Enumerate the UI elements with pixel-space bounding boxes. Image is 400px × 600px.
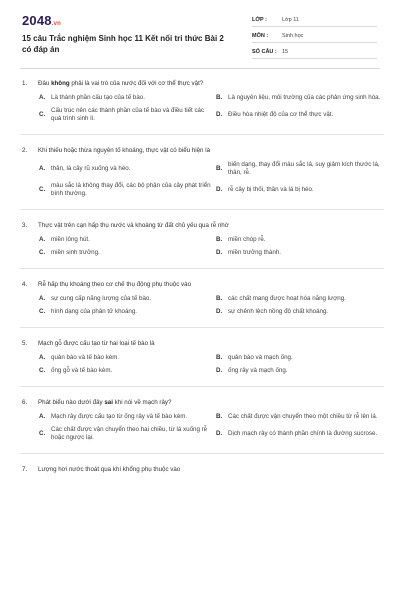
site-logo[interactable] [22,13,61,28]
answer-option[interactable] [216,107,394,123]
question-divider [20,327,384,328]
option-text: hình dạng của phân tử khoáng. [51,308,138,315]
option-letter: D. [216,308,223,315]
question-text [38,79,382,88]
logo-tld: .vn [51,21,62,27]
meta-value: 15 [282,49,289,55]
question-stem [22,465,382,474]
answer-options [39,413,382,442]
option-letter: D. [216,430,223,437]
question-item [22,221,382,257]
question-text-part: Rễ hấp thụ khoáng theo cơ chế thụ động phụ thuộc vào [38,281,192,288]
question-stem [22,280,382,289]
option-text: Điều hòa nhiệt độ của cơ thể thực vật. [228,111,334,118]
option-letter: B. [216,94,223,101]
option-text: Các chất được vận chuyển theo hai chiều, từ lá xuống rễ hoặc ngược lại. [51,426,208,441]
question-text [38,398,382,407]
option-text: Các chất được vận chuyển theo một chiều từ rễ lên lá. [228,413,378,420]
option-text: sự cung cấp năng lượng của tế bào. [51,295,152,302]
meta-value: Lớp 11 [282,17,299,23]
question-text [38,221,382,230]
option-text: Cấu trúc nên các thành phần của tế bào và điều tiết các quá trình sinh lí. [51,107,205,122]
answer-option[interactable] [216,182,394,198]
question-text [38,339,382,348]
question-stem [22,339,382,348]
answer-option[interactable] [216,426,394,442]
option-letter: B. [216,165,223,172]
answer-option[interactable] [39,107,216,123]
question-text [38,146,382,155]
answer-option[interactable] [216,161,394,177]
question-text [38,465,382,474]
answer-option[interactable] [216,94,394,102]
answer-option[interactable] [216,249,394,257]
option-text: miền chóp rễ. [228,236,266,243]
option-text: quản bào và tế bào kèm. [51,354,120,361]
meta-value: Sinh học [282,33,304,39]
option-text: Mạch rây được cấu tạo từ ống rây và tế bào kèm. [51,413,188,420]
question-item [22,79,382,123]
answer-option[interactable] [216,236,394,244]
question-text-part: Khi thiếu hoặc thừa nguyên tố khoáng, thực vật có biểu hiện là [38,147,211,154]
answer-options [39,295,382,316]
question-item [22,146,382,198]
question-item [22,339,382,375]
option-text: Là thành phần cấu tạo của tế bào. [51,94,145,101]
option-letter: A. [39,94,46,101]
question-number: 3. [22,222,28,229]
option-letter: A. [39,413,46,420]
question-divider [20,453,384,454]
question-number: 1. [22,80,28,87]
question-text-part: khi nói về mạch rây? [112,399,172,406]
question-text-part: Thực vật trên cạn hấp thụ nước và khoáng từ đất chủ yếu qua rễ nhờ [38,222,229,229]
option-text: quản bào và mạch ống. [228,354,293,361]
option-letter: D. [216,367,223,374]
question-text-part: Mạch gỗ được cấu tạo từ hai loại tế bào là [38,340,155,347]
question-stem [22,221,382,230]
option-text: sự chênh lệch nồng độ chất khoáng. [228,308,329,315]
answer-option[interactable] [216,413,394,421]
question-divider [20,268,384,269]
question-item [22,398,382,442]
question-number: 5. [22,340,28,347]
answer-option[interactable] [39,182,216,198]
question-number: 7. [22,466,28,473]
option-letter: B. [216,295,223,302]
quiz-meta [252,14,377,62]
meta-row-count [252,46,377,59]
meta-row-class [252,14,377,27]
question-divider [20,209,384,210]
answer-option[interactable] [216,295,394,303]
option-letter: C. [39,367,46,374]
question-text-part: Đâu [38,80,52,87]
option-text: ống rây và mạch ống. [228,367,288,374]
option-letter: C. [39,111,46,118]
option-text: miền trưởng thành. [228,249,281,256]
answer-options [39,354,382,375]
question-divider [20,386,384,387]
answer-option[interactable] [39,94,216,102]
question-text-part: Phát biểu nào dưới đây [38,399,105,406]
answer-option[interactable] [216,308,394,316]
question-number: 2. [22,147,28,154]
question-text-part: phải là vai trò của nước đối với cơ thể thực vật? [69,80,204,87]
option-letter: A. [39,236,46,243]
answer-option[interactable] [39,354,216,362]
option-text: biến dạng, thay đổi màu sắc lá, suy giảm kích thước lá, thân, rễ. [228,161,380,176]
answer-option[interactable] [39,367,216,375]
option-text: màu sắc lá không thay đổi, các bộ phận của cây phát triển bình thường. [51,182,211,197]
answer-options [39,236,382,257]
option-letter: D. [216,111,223,118]
answer-option[interactable] [216,354,394,362]
question-text [38,280,382,289]
answer-option[interactable] [39,249,216,257]
option-text: ống gỗ và tế bào kèm. [51,367,113,374]
answer-option[interactable] [39,413,216,421]
question-number: 4. [22,281,28,288]
question-stem [22,146,382,155]
question-stem [22,79,382,88]
option-letter: A. [39,295,46,302]
option-letter: C. [39,186,46,193]
header-divider [20,68,380,69]
meta-label: LỚP : [252,17,267,23]
answer-option[interactable] [39,295,216,303]
option-text: miền sinh trưởng. [51,249,100,256]
option-text: rễ cây bị thối, thân và lá bị héo. [228,186,314,193]
option-text: các chất mang được hoạt hóa năng lượng. [228,295,346,302]
question-keyword: không [51,80,70,87]
answer-option[interactable] [39,161,216,177]
question-text-part: Lượng hơi nước thoát qua khí khổng phụ thuộc vào [38,466,181,473]
question-divider [20,134,384,135]
question-number: 6. [22,399,28,406]
option-letter: C. [39,430,46,437]
question-item [22,465,382,474]
option-letter: B. [216,236,223,243]
option-letter: C. [39,308,46,315]
option-letter: C. [39,249,46,256]
page-title: 15 câu Trắc nghiệm Sinh học 11 Kết nối tri thức Bài 2 có đáp án [22,34,224,54]
option-letter: D. [216,186,223,193]
answer-option[interactable] [39,426,216,442]
question-keyword: sai [104,399,113,406]
page-header [0,0,400,62]
option-text: Là nguyên liệu, môi trường của các phản ứng sinh hóa. [228,94,381,101]
option-letter: A. [39,354,46,361]
option-letter: B. [216,413,223,420]
answer-option[interactable] [216,367,394,375]
option-letter: A. [39,165,46,172]
answer-options [39,161,382,198]
question-list [22,79,382,474]
option-letter: B. [216,354,223,361]
answer-option[interactable] [39,308,216,316]
meta-row-subject [252,30,377,43]
logo-text: 2048 [22,13,52,28]
option-text: Dịch mạch rây có thành phần chính là đường sucrose. [228,430,378,437]
answer-options [39,94,382,123]
option-letter: D. [216,249,223,256]
option-text: thân, lá cây rũ xuống và héo. [51,165,131,172]
option-text: miền lông hút. [51,236,90,243]
question-item [22,280,382,316]
question-stem [22,398,382,407]
meta-label: SỐ CÂU : [252,49,277,55]
answer-option[interactable] [39,236,216,244]
meta-label: MÔN : [252,33,269,39]
